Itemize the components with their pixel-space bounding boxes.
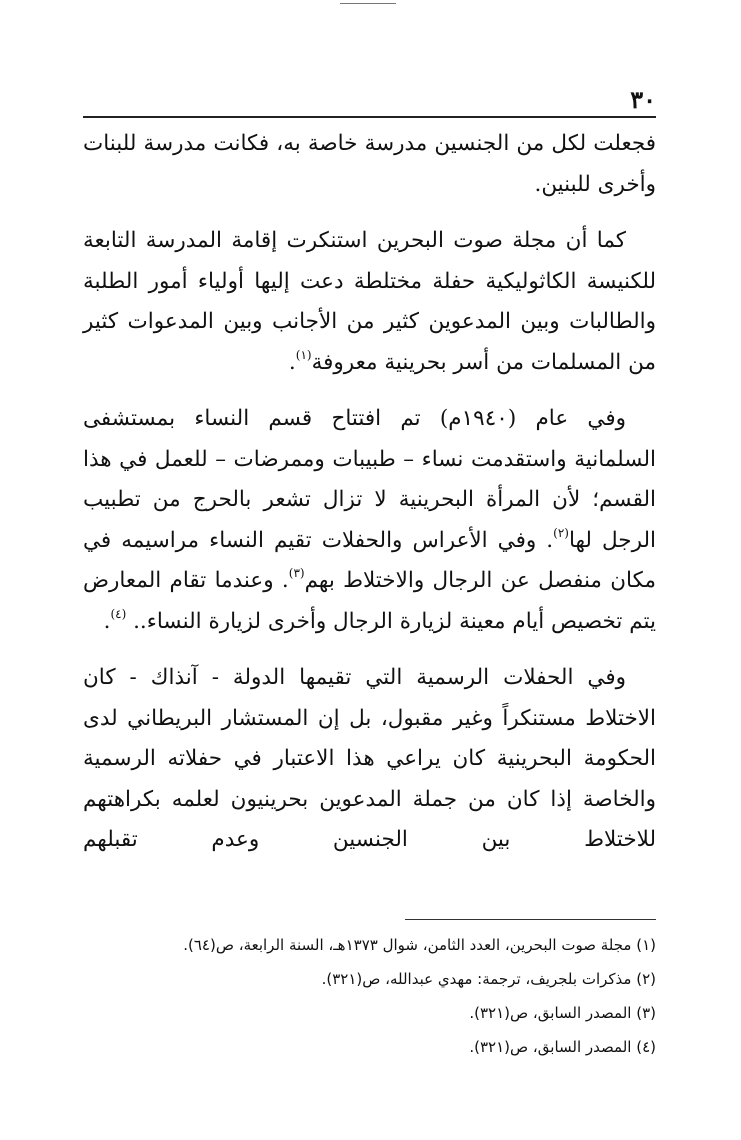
- paragraph-3: [83, 399, 656, 642]
- footnote-reference: (١): [295, 347, 312, 362]
- footnote-1: (١) مجلة صوت البحرين، العدد الثامن، شوال ١٣٧٣هـ، السنة الرابعة، ص(٦٤).: [183, 936, 656, 954]
- paragraph-text: فجعلت لكل من الجنسين مدرسة خاصة به، فكانت مدرسة للبنات وأخرى للبنين.: [83, 131, 656, 197]
- footnote-reference: (٢): [553, 525, 569, 540]
- paragraph-text: .: [288, 349, 296, 375]
- paragraph-2: [83, 221, 656, 383]
- paragraph-text: وفي عام (١٩٤٠م) تم افتتاح قسم النساء بمستشفى السلمانية واستقدمت نساء – طبيبات وممرضات – للعمل في هذا القسم؛ لأن المرأة البحرينية لا تزال تشعر بالحرج من تطبيب الرجل لها: [83, 406, 656, 553]
- paragraph-text: . وعندما تقام المعارض يتم تخصيص أيام معينة لزيارة الرجال وأخرى لزيارة النساء..: [83, 568, 656, 634]
- paragraph-text: كما أن مجلة صوت البحرين استنكرت إقامة المدرسة التابعة للكنيسة الكاثوليكية حفلة مختلطة دعت إليها أولياء أمور الطلبة والطالبات وبين المدعوين كثير من الأجانب وبين المدعوات كثير من المسلمات من أسر بحرينية معروفة: [83, 228, 656, 375]
- footnote-4: (٤) المصدر السابق، ص(٣٢١).: [469, 1038, 656, 1056]
- paragraph-1: [83, 124, 656, 205]
- top-edge-mark: [340, 0, 396, 4]
- header-rule: [83, 116, 656, 118]
- page-number: ٣٠: [630, 85, 656, 114]
- footnote-separator: [405, 919, 656, 920]
- body-text: [83, 124, 656, 877]
- footnote-reference: (٤): [110, 606, 127, 621]
- paragraph-4: [83, 658, 656, 861]
- footnote-3: (٣) المصدر السابق، ص(٣٢١).: [469, 1004, 656, 1022]
- paragraph-text: .: [103, 608, 111, 634]
- paragraph-text: وفي الحفلات الرسمية التي تقيمها الدولة - آنذاك - كان الاختلاط مستنكراً وغير مقبول، بل إن المستشار البريطاني لدى الحكومة البحرينية كان يراعي هذا الاعتبار في حفلاته الرسمية والخاصة إذا كان من جملة المدعوين بحرينيون لعلمه بكراهتهم للاختلاط بين الجنسين وعدم تقبلهم: [83, 665, 656, 852]
- paragraph-text: . وفي الأعراس والحفلات تقيم النساء مراسيمه في مكان منفصل عن الرجال والاختلاط بهم: [83, 527, 656, 593]
- footnotes: [83, 928, 656, 1064]
- footnote-reference: (٣): [288, 566, 305, 580]
- footnote-2: (٢) مذكرات بلجريف، ترجمة: مهدي عبدالله، ص(٣٢١).: [321, 970, 656, 988]
